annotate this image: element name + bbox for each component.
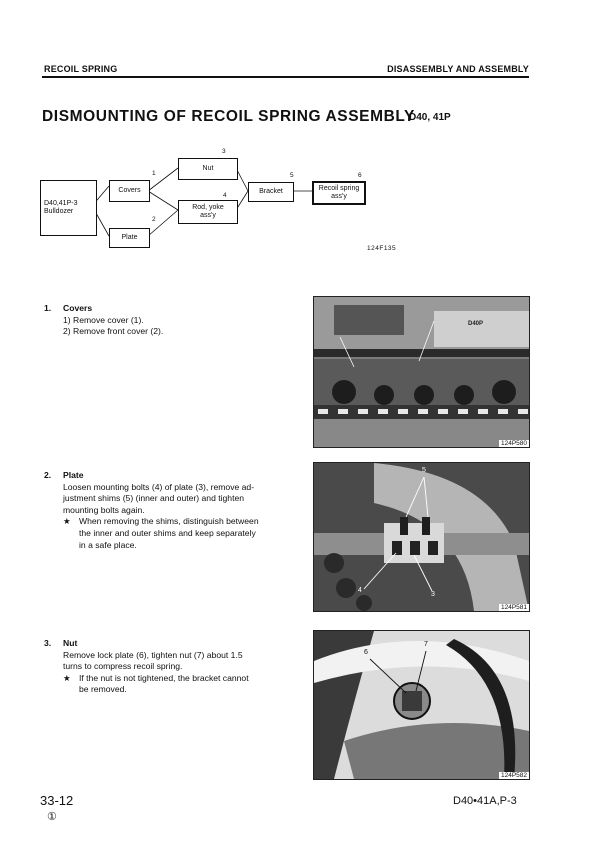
step-2-title: Plate — [63, 470, 84, 480]
step-1-title: Covers — [63, 303, 93, 313]
plate-bolts-photo — [314, 463, 529, 611]
step-2-body-2: justment shims (5) (inner and outer) and tighten — [63, 493, 245, 504]
star-icon: ★ — [63, 672, 71, 683]
callout-5: 5 — [422, 467, 426, 474]
diagram-num-6: 6 — [358, 172, 362, 179]
callout-6: 6 — [364, 649, 368, 656]
callout-7: 7 — [424, 641, 428, 648]
step-1-num: 1. — [44, 303, 52, 313]
step-3-num: 3. — [44, 638, 52, 648]
page-title: DISMOUNTING OF RECOIL SPRING ASSEMBLY — [42, 108, 415, 125]
nut-lock-plate-photo — [314, 631, 529, 779]
step-2-body-3: mounting bolts again. — [63, 504, 145, 515]
step-2-note-3: in a safe place. — [79, 539, 137, 550]
step-nut — [44, 638, 294, 696]
step-1-line-1: 1) Remove cover (1). — [63, 314, 144, 325]
step-2-body-1: Loosen mounting bolts (4) of plate (3), remove ad- — [63, 481, 255, 492]
page-number: 33-12 — [40, 793, 74, 808]
step-3-body-2: turns to compress recoil spring. — [63, 661, 183, 672]
step-3-body-1: Remove lock plate (6), tighten nut (7) about 1.5 — [63, 649, 243, 660]
disassembly-flow-diagram — [38, 148, 378, 268]
step-2-num: 2. — [44, 470, 52, 480]
callout-3: 3 — [431, 591, 435, 598]
root-line-1: D40,41P-3 — [44, 200, 78, 208]
spring-line-2: ass'y — [331, 193, 347, 200]
diagram-bracket-box: Bracket — [248, 182, 294, 202]
photo-2-caption: 124P581 — [500, 604, 527, 611]
diagram-num-4: 4 — [223, 192, 227, 199]
diagram-code: 124F135 — [367, 245, 397, 252]
step-3-note-2: be removed. — [79, 684, 127, 695]
model-label: D40, 41P — [409, 112, 451, 123]
revision-mark: ① — [47, 811, 57, 823]
diagram-plate-box: Plate — [109, 228, 150, 248]
diagram-num-5: 5 — [290, 172, 294, 179]
photo-3-caption: 124P582 — [500, 772, 527, 779]
diagram-num-2: 2 — [152, 216, 156, 223]
callout-4: 4 — [358, 587, 362, 594]
header-section: RECOIL SPRING — [44, 64, 118, 74]
rod-line-1: Rod, yoke — [192, 204, 224, 212]
diagram-num-1: 1 — [152, 170, 156, 177]
diagram-covers-box: Covers — [109, 180, 150, 202]
diagram-spring-box — [312, 181, 366, 205]
bulldozer-track-photo — [314, 297, 529, 447]
photo-1-caption: 124P580 — [500, 440, 527, 447]
step-plate — [44, 470, 294, 551]
spring-line-1: Recoil spring — [318, 185, 360, 193]
step-covers — [44, 303, 284, 338]
diagram-rod-box — [178, 200, 238, 224]
photo-plate — [313, 462, 530, 612]
diagram-nut-box: Nut — [178, 158, 238, 180]
step-2-note-1: When removing the shims, distinguish between — [79, 516, 259, 527]
photo-1-label: D40P — [468, 321, 484, 327]
photo-covers — [313, 296, 530, 448]
header-chapter: DISASSEMBLY AND ASSEMBLY — [387, 64, 529, 74]
step-2-note-2: the inner and outer shims and keep separately — [79, 527, 256, 538]
root-line-2: Bulldozer — [44, 208, 74, 215]
diagram-num-3: 3 — [222, 148, 226, 155]
header-rule — [42, 76, 529, 78]
step-3-title: Nut — [63, 638, 78, 648]
diagram-root-box — [40, 180, 97, 236]
step-1-line-2: 2) Remove front cover (2). — [63, 326, 164, 337]
photo-nut — [313, 630, 530, 780]
footer-model: D40•41A,P-3 — [453, 795, 517, 807]
star-icon: ★ — [63, 516, 71, 527]
step-3-note-1: If the nut is not tightened, the bracket cannot — [79, 672, 249, 683]
rod-line-2: ass'y — [200, 212, 216, 219]
